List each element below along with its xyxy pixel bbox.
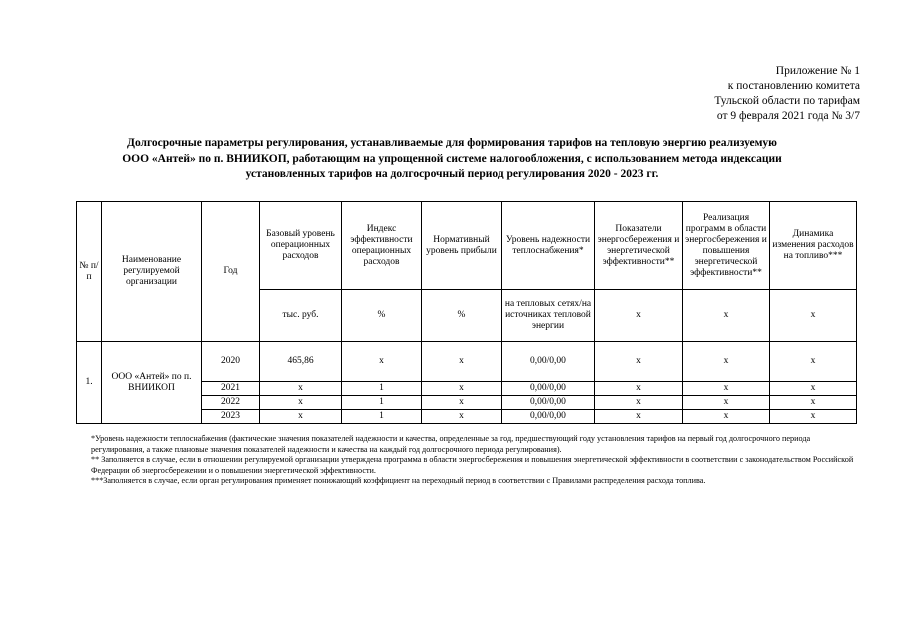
cell-energy: х (595, 382, 683, 396)
header-index: Индекс эффективности операционных расходов (342, 202, 422, 290)
cell-program: х (683, 342, 770, 382)
unit-fuel: х (770, 290, 857, 342)
unit-base: тыс. руб. (260, 290, 342, 342)
header-row (77, 202, 857, 290)
table-row (77, 342, 857, 382)
cell-energy: х (595, 410, 683, 424)
header-profit: Нормативный уровень прибыли (422, 202, 502, 290)
cell-year: 2021 (202, 382, 260, 396)
cell-program: х (683, 382, 770, 396)
header-reliability: Уровень надежности теплоснабжения* (502, 202, 595, 290)
header-program: Реализация программ в области энергосбережения и повышения энергетической эффективности** (683, 202, 770, 290)
title-line: установленных тарифов на долгосрочный период регулирования 2020 - 2023 гг. (245, 168, 659, 180)
cell-profit: х (422, 410, 502, 424)
parameters-table (76, 201, 857, 424)
title-line: ООО «Антей» по п. ВНИИКОП, работающим на упрощенной системе налогообложения, с использованием метода индексации (122, 152, 782, 165)
document-title (60, 136, 844, 183)
cell-profit: х (422, 396, 502, 410)
header-energy: Показатели энергосбережения и энергетической эффективности** (595, 202, 683, 290)
cell-base: х (260, 396, 342, 410)
cell-reliability: 0,00/0,00 (502, 396, 595, 410)
footnotes (91, 434, 861, 487)
cell-base: х (260, 382, 342, 396)
cell-fuel: х (770, 382, 857, 396)
cell-energy: х (595, 342, 683, 382)
unit-index: % (342, 290, 422, 342)
cell-program: х (683, 410, 770, 424)
cell-reliability: 0,00/0,00 (502, 342, 595, 382)
cell-reliability: 0,00/0,00 (502, 410, 595, 424)
cell-index: 1 (342, 396, 422, 410)
appendix-block (600, 64, 860, 124)
row-num: 1. (77, 342, 102, 424)
header-num: № п/п (77, 202, 102, 342)
footnote-energy-program: ** Заполняется в случае, если в отношении регулируемой организации утверждена программа в области энергосбережения и повышения энергетической эффективности в соответствии с законодательством Российской Федерации об энергосбережении и о повышении энергетической эффективности. (91, 455, 854, 475)
title-line: Долгосрочные параметры регулирования, устанавливаемые для формирования тарифов на тепловую энергию реализуемую (127, 137, 777, 149)
cell-base: 465,86 (260, 342, 342, 382)
unit-profit: % (422, 290, 502, 342)
cell-base: х (260, 410, 342, 424)
cell-program: х (683, 396, 770, 410)
cell-profit: х (422, 382, 502, 396)
footnote-fuel: ***Заполняется в случае, если орган регулирования применяет понижающий коэффициент на переходный период в соответствии с Правилами распределения расхода топлива. (91, 476, 706, 486)
appendix-line: Приложение № 1 (775, 65, 860, 77)
cell-fuel: х (770, 342, 857, 382)
unit-program: х (683, 290, 770, 342)
header-fuel: Динамика изменения расходов на топливо*** (770, 202, 857, 290)
appendix-line: Тульской области по тарифам (714, 95, 860, 107)
cell-energy: х (595, 396, 683, 410)
appendix-line: от 9 февраля 2021 года № 3/7 (716, 110, 860, 122)
cell-index: 1 (342, 410, 422, 424)
cell-fuel: х (770, 396, 857, 410)
footnote-reliability: *Уровень надежности теплоснабжения (фактические значения показателей надежности и качества, определенные за год, предшествующий году установления тарифов на первый год долгосрочного периода регулирования, а также плановые значения показателей надежности и качества на каждый год долгосрочного периода регулирования). (91, 434, 811, 454)
unit-energy: х (595, 290, 683, 342)
appendix-line: к постановлению комитета (727, 80, 860, 92)
cell-year: 2020 (202, 342, 260, 382)
header-org: Наименование регулируемой организации (102, 202, 202, 342)
cell-reliability: 0,00/0,00 (502, 382, 595, 396)
row-org: ООО «Антей» по п. ВНИИКОП (102, 342, 202, 424)
header-year: Год (202, 202, 260, 342)
cell-profit: х (422, 342, 502, 382)
cell-fuel: х (770, 410, 857, 424)
cell-year: 2023 (202, 410, 260, 424)
cell-index: 1 (342, 382, 422, 396)
cell-year: 2022 (202, 396, 260, 410)
unit-reliability: на тепловых сетях/на источниках тепловой энергии (502, 290, 595, 342)
cell-index: х (342, 342, 422, 382)
header-base: Базовый уровень операционных расходов (260, 202, 342, 290)
